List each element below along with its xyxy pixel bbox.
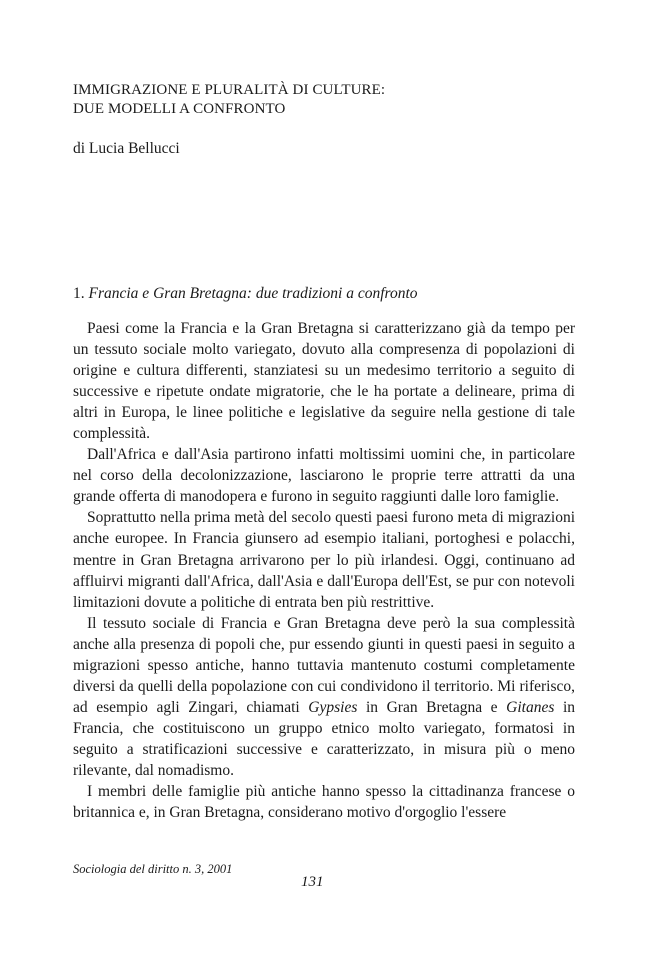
article-author: di Lucia Bellucci [73, 140, 180, 157]
paragraph-4-part-1: Il tessuto sociale di Francia e Gran Bretagna deve però la sua complessità anche alla presenza di popoli che, pur essendo giunti in questi paesi in seguito a migrazioni spesso antiche, hanno tuttavia mantenuto costumi completamente diversi da quelli della popolazione con cui condividono il territorio. Mi riferisco, ad esempio agli Zingari, chiamati [73, 614, 575, 716]
journal-citation: Sociologia del diritto n. 3, 2001 [73, 862, 233, 876]
term-gitanes: Gitanes [506, 698, 555, 716]
section-number: 1. [73, 285, 85, 302]
term-gypsies: Gypsies [308, 698, 358, 716]
paragraph-2: Dall'Africa e dall'Asia partirono infatti moltissimi uomini che, in particolare nel corso della decolonizzazione, lasciarono le proprie terre attratti da una grande offerta di manodopera e furono in seguito raggiunti dalle loro famiglie. [73, 446, 575, 506]
article-title-line-1: IMMIGRAZIONE E PLURALITÀ DI CULTURE: [73, 82, 386, 98]
section-heading [73, 284, 418, 303]
paragraph-4 [73, 613, 575, 781]
paragraph-1: Paesi come la Francia e la Gran Bretagna si caratterizzano già da tempo per un tessuto sociale molto variegato, dovuto alla compresenza di popolazioni di origine e cultura differenti, stanziatesi su un medesimo territorio a seguito di successive e ripetute ondate migratorie, che le ha portate a delineare, prima di altri in Europa, le linee politiche e legislative da seguire nella gestione di tale complessità. [73, 320, 575, 443]
article-title-line-2: DUE MODELLI A CONFRONTO [73, 101, 286, 117]
paragraph-3: Soprattutto nella prima metà del secolo questi paesi furono meta di migrazioni anche europee. In Francia giunsero ad esempio italiani, portoghesi e polacchi, mentre in Gran Bretagna arrivarono per lo più irlandesi. Oggi, continuano ad affluirvi migranti dall'Africa, dall'Asia e dall'Europa dell'Est, se pur con notevoli limitazioni dovute a politiche di entrata ben più restrittive. [73, 509, 575, 611]
paragraph-5: I membri delle famiglie più antiche hanno spesso la cittadinanza francese o britannica e, in Gran Bretagna, considerano motivo d'orgoglio l'essere [73, 783, 575, 822]
paragraph-4-part-3: in Francia, che costituiscono un gruppo etnico molto variegato, formatosi in seguito a stratificazioni successive e caratterizzato, in misura più o meno rilevante, dal nomadismo. [73, 698, 575, 779]
page-number: 131 [301, 874, 324, 890]
article-title [73, 81, 593, 119]
article-body [73, 318, 575, 823]
section-title: Francia e Gran Bretagna: due tradizioni a confronto [88, 285, 418, 302]
paragraph-4-part-2: in Gran Bretagna e [357, 698, 507, 716]
